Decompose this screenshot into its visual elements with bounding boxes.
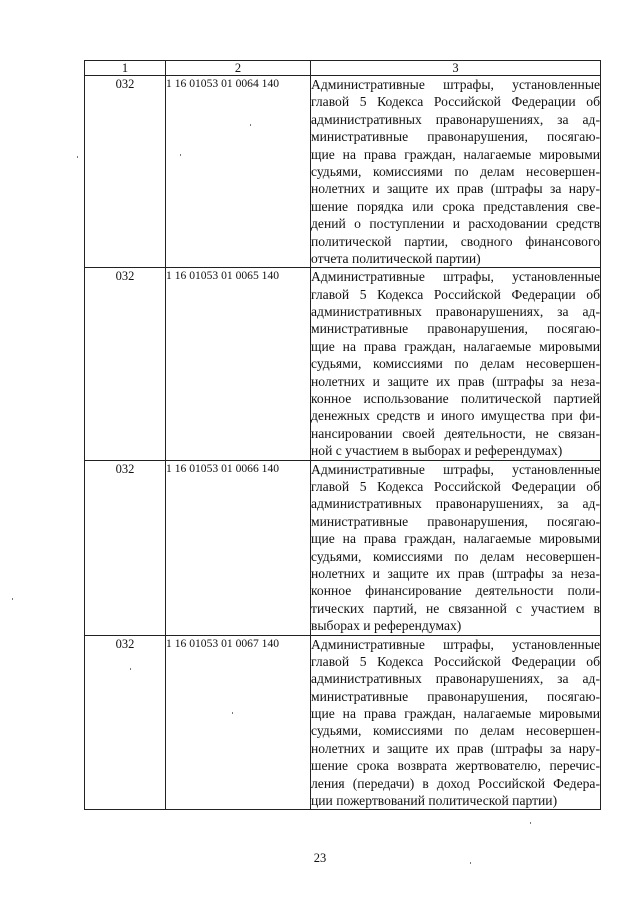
description-line: судьями, комиссиями по делам несовершен-	[311, 723, 600, 739]
description-line: судьями, комиссиями по делам несовершен-	[311, 356, 600, 372]
description-line: административных правонарушениях, за ад-	[311, 111, 600, 127]
description-line: щие на права граждан, налагаемые мировыми	[311, 531, 600, 547]
description-line: Административные штрафы, установленные	[311, 269, 600, 285]
budget-classification-code-cell: 1 16 01053 01 0065 140	[166, 268, 311, 460]
description-line: судьями, комиссиями по делам несовершен-	[311, 548, 600, 564]
description-line: министративные правонарушения, посягаю-	[311, 513, 600, 529]
description-line: щие на права граждан, налагаемые мировыми	[311, 338, 600, 354]
admin-code-cell: 032	[85, 635, 166, 810]
description-line: ной с участием в выборах и референдумах)	[311, 443, 563, 459]
scan-speck	[530, 822, 531, 824]
budget-classification-code-cell: 1 16 01053 01 0064 140	[166, 76, 311, 268]
budget-codes-table	[84, 60, 601, 810]
header-col-2: 2	[166, 61, 311, 76]
scan-speck	[77, 156, 78, 158]
description-line: политической партии, сводного финансового	[311, 233, 600, 249]
description-line: главой 5 Кодекса Российской Федерации об	[311, 286, 600, 302]
description-line: нолетних и защите их прав (штрафы за неза-	[311, 565, 600, 581]
budget-classification-code-cell: 1 16 01053 01 0066 140	[166, 460, 311, 635]
description-line: Административные штрафы, установленные	[311, 461, 600, 477]
income-description-cell	[311, 268, 601, 460]
table-row	[85, 76, 601, 268]
description-line: министративные правонарушения, посягаю-	[311, 688, 600, 704]
table-header-row	[85, 61, 601, 76]
description-line: административных правонарушениях, за ад-	[311, 671, 600, 687]
description-line: министративные правонарушения, посягаю-	[311, 129, 600, 145]
description-line: конное финансирование деятельности поли-	[311, 583, 600, 599]
description-line: административных правонарушениях, за ад-	[311, 496, 600, 512]
header-col-3: 3	[311, 61, 601, 76]
description-line: нолетних и защите их прав (штрафы за неза-	[311, 373, 600, 389]
scan-speck	[130, 668, 131, 670]
description-line: главой 5 Кодекса Российской Федерации об	[311, 94, 600, 110]
header-col-1: 1	[85, 61, 166, 76]
description-line: нолетних и защите их прав (штрафы за нару-	[311, 740, 600, 756]
description-line: щие на права граждан, налагаемые мировыми	[311, 146, 600, 162]
income-description-cell	[311, 460, 601, 635]
description-line: конное использование политической партией	[311, 391, 600, 407]
description-line: министративные правонарушения, посягаю-	[311, 321, 600, 337]
description-line: нолетних и защите их прав (штрафы за нару-	[311, 181, 600, 197]
description-line: административных правонарушениях, за ад-	[311, 304, 600, 320]
description-line: дений о поступлении и расходовании средств	[311, 216, 600, 232]
description-line: судьями, комиссиями по делам несовершен-	[311, 163, 600, 179]
admin-code-cell: 032	[85, 460, 166, 635]
budget-classification-code-cell: 1 16 01053 01 0067 140	[166, 635, 311, 810]
page-number: 23	[313, 851, 327, 865]
scan-speck	[12, 598, 13, 600]
description-line: шение порядка или срока представления све-	[311, 198, 600, 214]
table-row	[85, 268, 601, 460]
description-line: главой 5 Кодекса Российской Федерации об	[311, 478, 600, 494]
description-line: ления (передачи) в доход Российской Федера-	[311, 775, 600, 791]
description-line: денежных средств и иного имущества при фи-	[311, 408, 600, 424]
scan-speck	[180, 154, 181, 156]
description-line: шение срока возврата жертвователю, перечис-	[311, 758, 600, 774]
description-line: Административные штрафы, установленные	[311, 636, 600, 652]
table-row	[85, 460, 601, 635]
income-description-cell	[311, 635, 601, 810]
income-description-cell	[311, 76, 601, 268]
description-line: ции пожертвований политической партии)	[311, 793, 558, 809]
admin-code-cell: 032	[85, 268, 166, 460]
description-line: отчета политической партии)	[311, 250, 481, 266]
scan-speck	[250, 124, 251, 126]
description-line: щие на права граждан, налагаемые мировыми	[311, 706, 600, 722]
admin-code-cell: 032	[85, 76, 166, 268]
table-row	[85, 635, 601, 810]
description-line: выборах и референдумах)	[311, 618, 462, 634]
description-line: нансировании своей деятельности, не связан-	[311, 425, 600, 441]
description-line: Административные штрафы, установленные	[311, 77, 600, 92]
description-line: тических партий, не связанной с участием в	[311, 600, 600, 616]
description-line: главой 5 Кодекса Российской Федерации об	[311, 653, 600, 669]
scan-speck	[470, 862, 471, 864]
scan-speck	[232, 712, 233, 714]
